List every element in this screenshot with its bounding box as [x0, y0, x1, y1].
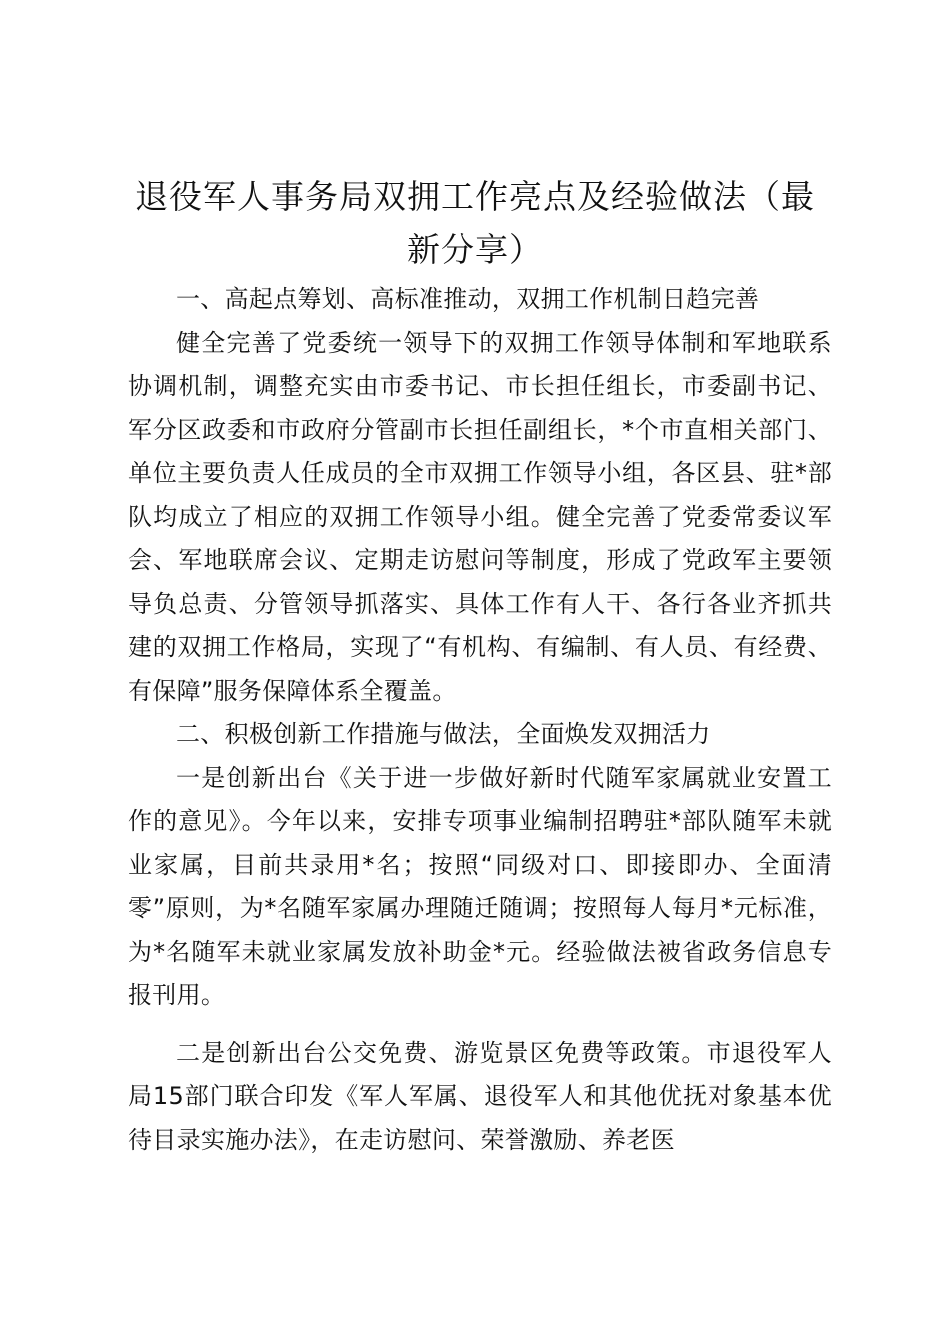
section-heading-1: 一、高起点筹划、高标准推动，双拥工作机制日趋完善	[176, 285, 760, 313]
document-title: 退役军人事务局双拥工作亮点及经验做法（最新分享）	[135, 177, 815, 269]
document-body	[128, 278, 832, 1162]
body-paragraph-1: 健全完善了党委统一领导下的双拥工作领导体制和军地联系协调机制，调整充实由市委书记、市长担任组长，市委副书记、军分区政委和市政府分管副市长担任副组长，*个市直相关部门、单位主要负责人任成员的全市双拥工作领导小组，各区县、驻*部队均成立了相应的双拥工作领导小组。健全完善了党委常委议军会、军地联席会议、定期走访慰问等制度，形成了党政军主要领导负总责、分管领导抓落实、具体工作有人干、各行各业齐抓共建的双拥工作格局，实现了“有机构、有编制、有人员、有经费、有保障”服务保障体系全覆盖。	[128, 328, 832, 705]
section-heading-2: 二、积极创新工作措施与做法，全面焕发双拥活力	[176, 720, 711, 748]
body-paragraph-2: 一是创新出台《关于进一步做好新时代随军家属就业安置工作的意见》。今年以来，安排专项事业编制招聘驻*部队随军未就业家属，目前共录用*名；按照“同级对口、即接即办、全面清零”原则，为*名随军家属办理随迁随调；按照每人每月*元标准，为*名随军未就业家属发放补助金*元。经验做法被省政务信息专报刊用。	[128, 763, 832, 1009]
body-paragraph-3: 二是创新出台公交免费、游览景区免费等政策。市退役军人局15部门联合印发《军人军属、退役军人和其他优抚对象基本优待目录实施办法》，在走访慰问、荣誉激励、养老医	[128, 1038, 832, 1154]
